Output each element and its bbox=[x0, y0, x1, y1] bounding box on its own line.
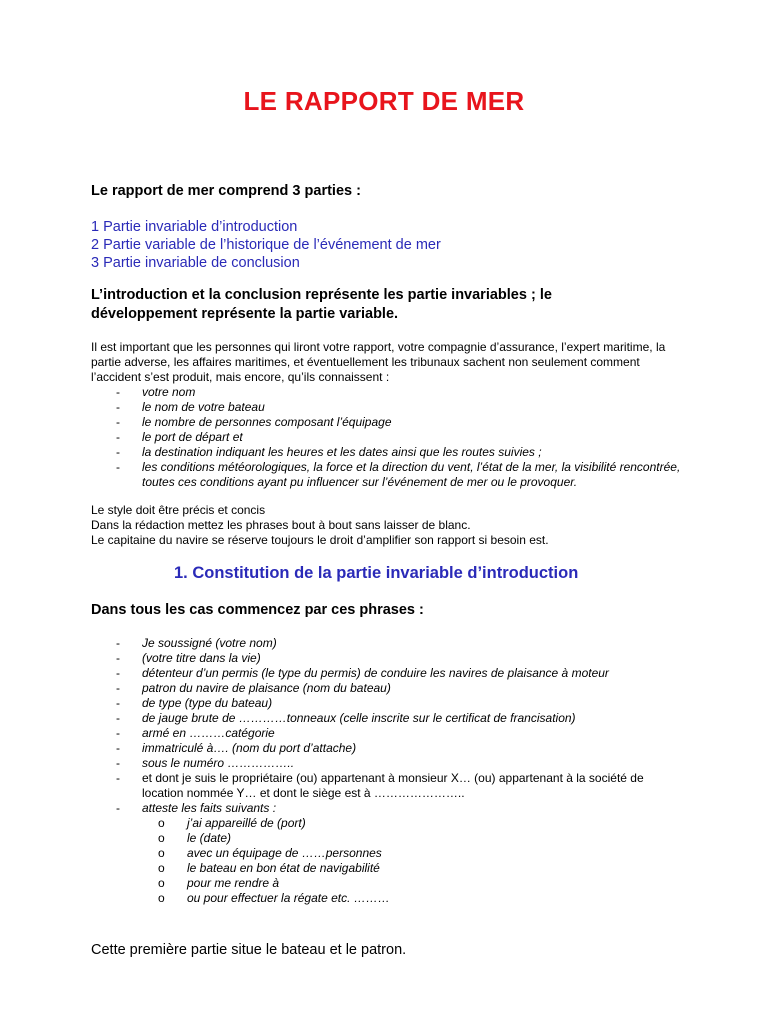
list-item-text: Je soussigné (votre nom) bbox=[142, 636, 277, 650]
list-item bbox=[91, 415, 691, 430]
dash-bullet: - bbox=[116, 681, 120, 695]
list-item-text: j’ai appareillé de (port) bbox=[187, 816, 306, 830]
circle-bullet: o bbox=[158, 861, 165, 875]
part-item: 2 Partie variable de l’historique de l’événement de mer bbox=[91, 237, 441, 253]
importance-paragraph: Il est important que les personnes qui liront votre rapport, votre compagnie d’assurance, l’expert maritime, la partie adverse, les affaires maritimes, et éventuellement les tribunaux sachent non seulement comment l’accident s’est produit, mais encore, qu’ils connaissent : bbox=[91, 340, 666, 384]
closing-sentence: Cette première partie situe le bateau et le patron. bbox=[91, 942, 407, 958]
phrases-list bbox=[91, 636, 711, 816]
list-item-text: le nom de votre bateau bbox=[142, 400, 265, 414]
part-item: 1 Partie invariable d’introduction bbox=[91, 219, 298, 235]
list-item-text: de type (type du bateau) bbox=[142, 696, 273, 710]
intro-heading: Le rapport de mer comprend 3 parties : bbox=[91, 183, 361, 199]
circle-bullet: o bbox=[158, 816, 165, 830]
dash-bullet: - bbox=[116, 430, 120, 444]
list-item bbox=[158, 891, 390, 906]
dash-bullet: - bbox=[116, 756, 120, 770]
list-item bbox=[91, 741, 711, 756]
list-item-text: sous le numéro …………….. bbox=[142, 756, 295, 770]
list-item bbox=[91, 460, 691, 490]
list-item-text: détenteur d’un permis (le type du permis) de conduire les navires de plaisance à moteur bbox=[142, 666, 609, 680]
circle-bullet: o bbox=[158, 876, 165, 890]
dash-bullet: - bbox=[116, 726, 120, 740]
list-item-text: ou pour effectuer la régate etc. ……… bbox=[187, 891, 390, 905]
circle-bullet: o bbox=[158, 846, 165, 860]
style-line: Le style doit être précis et concis bbox=[91, 503, 266, 517]
dash-bullet: - bbox=[116, 711, 120, 725]
dash-bullet: - bbox=[116, 696, 120, 710]
dash-bullet: - bbox=[116, 385, 120, 399]
list-item-text: armé en ………catégorie bbox=[142, 726, 275, 740]
list-item bbox=[91, 681, 711, 696]
list-item bbox=[91, 756, 711, 771]
list-item bbox=[158, 876, 390, 891]
list-item bbox=[158, 861, 390, 876]
list-item bbox=[91, 696, 711, 711]
list-item-text: immatriculé à…. (nom du port d’attache) bbox=[142, 741, 357, 755]
list-item-text: la destination indiquant les heures et les dates ainsi que les routes suivies ; bbox=[142, 445, 542, 459]
knowledge-list bbox=[91, 385, 691, 490]
circle-bullet: o bbox=[158, 891, 165, 905]
list-item bbox=[91, 400, 691, 415]
list-item-text: le bateau en bon état de navigabilité bbox=[187, 861, 380, 875]
list-item bbox=[158, 846, 390, 861]
list-item bbox=[91, 651, 711, 666]
list-item-text: le (date) bbox=[187, 831, 232, 845]
dash-bullet: - bbox=[116, 666, 120, 680]
dash-bullet: - bbox=[116, 771, 120, 785]
dash-bullet: - bbox=[116, 636, 120, 650]
list-item bbox=[91, 445, 691, 460]
list-item-text: atteste les faits suivants : bbox=[142, 801, 277, 815]
list-item-text: de jauge brute de …………tonneaux (celle inscrite sur le certificat de francisation) bbox=[142, 711, 576, 725]
list-item-text: le nombre de personnes composant l’équipage bbox=[142, 415, 392, 429]
list-item bbox=[91, 726, 711, 741]
list-item-text: le port de départ et bbox=[142, 430, 243, 444]
style-notes bbox=[91, 503, 691, 548]
parts-list bbox=[91, 218, 441, 272]
list-item-text: (votre titre dans la vie) bbox=[142, 651, 261, 665]
list-item bbox=[158, 816, 390, 831]
list-item-text: votre nom bbox=[142, 385, 196, 399]
facts-list bbox=[158, 816, 390, 906]
list-item bbox=[91, 636, 711, 651]
structure-paragraph: L’introduction et la conclusion représente les partie invariables ; le développement représente la partie variable. bbox=[91, 287, 552, 322]
dash-bullet: - bbox=[116, 400, 120, 414]
style-line: Le capitaine du navire se réserve toujours le droit d’amplifier son rapport si besoin est. bbox=[91, 533, 549, 547]
part-item: 3 Partie invariable de conclusion bbox=[91, 255, 300, 271]
dash-bullet: - bbox=[116, 460, 120, 474]
dash-bullet: - bbox=[116, 651, 120, 665]
list-item bbox=[91, 801, 711, 816]
list-item-text: les conditions météorologiques, la force et la direction du vent, l’état de la mer, la visibilité rencontrée, toutes ces conditions ayant pu influencer sur l’événement de mer ou le provoquer. bbox=[142, 460, 681, 489]
document-title: LE RAPPORT DE MER bbox=[243, 86, 525, 116]
list-item bbox=[91, 666, 711, 681]
list-item-text: et dont je suis le propriétaire (ou) appartenant à monsieur X… (ou) appartenant à la société de location nommée Y… et dont le siège est à ………………….. bbox=[142, 771, 644, 800]
phrases-heading: Dans tous les cas commencez par ces phrases : bbox=[91, 602, 424, 618]
circle-bullet: o bbox=[158, 831, 165, 845]
dash-bullet: - bbox=[116, 741, 120, 755]
list-item bbox=[91, 385, 691, 400]
dash-bullet: - bbox=[116, 445, 120, 459]
dash-bullet: - bbox=[116, 415, 120, 429]
list-item bbox=[158, 831, 390, 846]
list-item bbox=[91, 771, 711, 801]
list-item bbox=[91, 430, 691, 445]
list-item-text: pour me rendre à bbox=[187, 876, 280, 890]
list-item-text: avec un équipage de ……personnes bbox=[187, 846, 382, 860]
list-item-text: patron du navire de plaisance (nom du bateau) bbox=[142, 681, 391, 695]
style-line: Dans la rédaction mettez les phrases bout à bout sans laisser de blanc. bbox=[91, 518, 471, 532]
list-item bbox=[91, 711, 711, 726]
section-title: 1. Constitution de la partie invariable d’introduction bbox=[174, 564, 579, 582]
dash-bullet: - bbox=[116, 801, 120, 815]
